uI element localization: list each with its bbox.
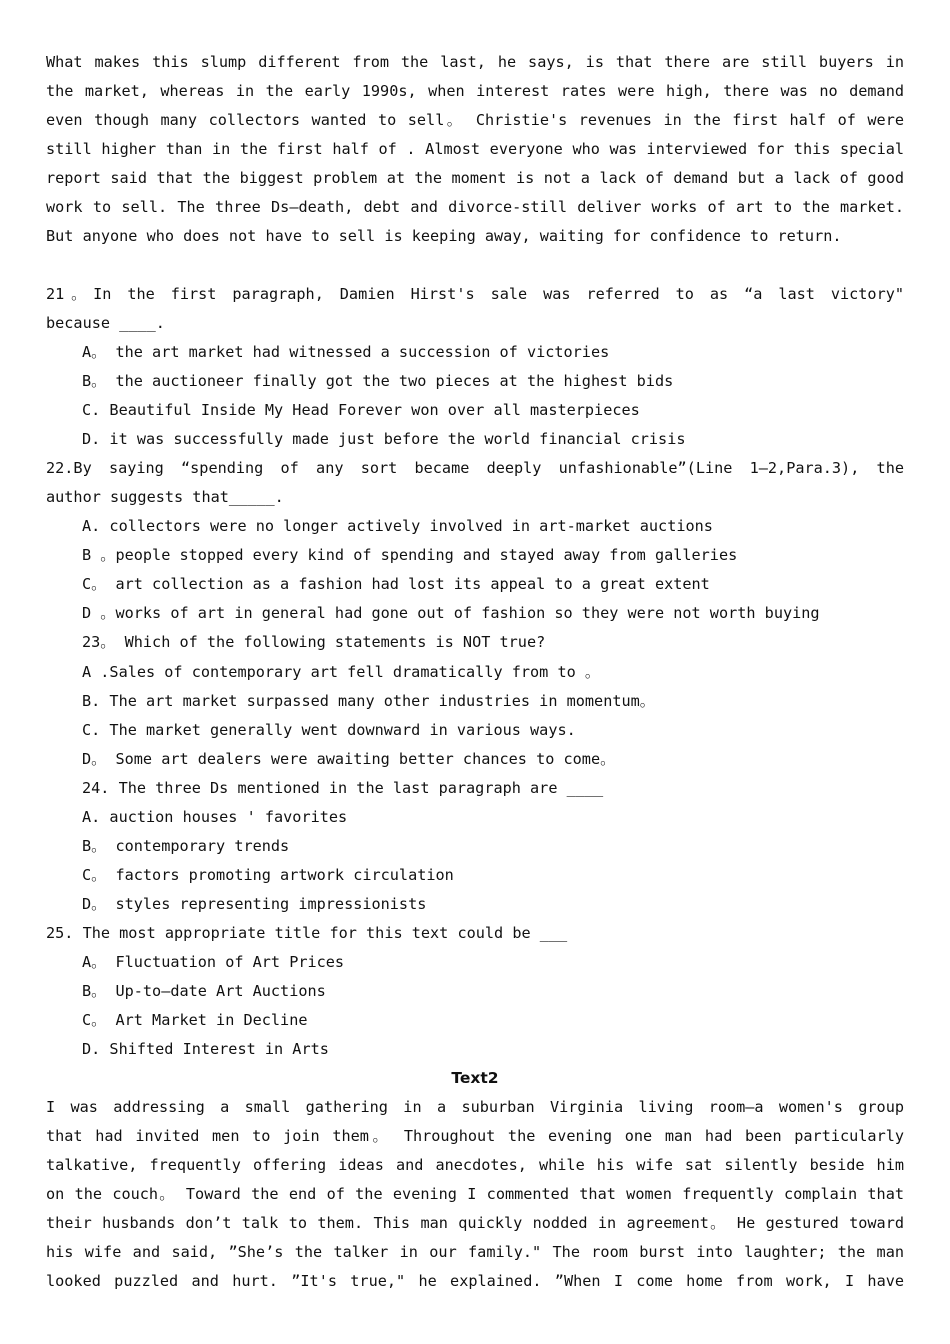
paragraph-line: the market, whereas in the early 1990s, when interest rates were high, there was no demand <box>46 82 904 100</box>
question-22-stem: 22.By saying “spending of any sort became deeply unfashionable”(Line 1—2,Para.3), the <box>46 459 904 477</box>
paragraph-line: But anyone who does not have to sell is keeping away, waiting for confidence to return. <box>46 227 842 245</box>
question-22-option-c: C。 art collection as a fashion had lost its appeal to a great extent <box>82 575 710 593</box>
question-25-option-a: A。 Fluctuation of Art Prices <box>82 953 345 971</box>
section-title: Text2 <box>451 1069 499 1087</box>
question-22-option-d: D 。works of art in general had gone out of fashion so they were not worth buying <box>82 604 820 622</box>
question-21-option-d: D. it was successfully made just before the world financial crisis <box>82 430 686 448</box>
question-22-stem-cont: author suggests that_____. <box>46 488 284 506</box>
paragraph-line: What makes this slump different from the last, he says, is that there are still buyers in <box>46 53 904 71</box>
question-21-stem: 21。In the first paragraph, Damien Hirst's sale was referred to as “a last victory" <box>46 285 904 303</box>
question-24-option-b: B。 contemporary trends <box>82 837 290 855</box>
paragraph-line: still higher than in the first half of . Almost everyone who was interviewed for this special <box>46 140 904 158</box>
question-24-option-a: A. auction houses ' favorites <box>82 808 348 826</box>
question-25-option-c: C。 Art Market in Decline <box>82 1011 308 1029</box>
question-22-option-a: A. collectors were no longer actively involved in art-market auctions <box>82 517 713 535</box>
text2-line: looked puzzled and hurt. ”It's true," he explained. ”When I come home from work, I have <box>46 1272 904 1290</box>
question-21-option-a: A。 the art market had witnessed a succession of victories <box>82 343 610 361</box>
question-24-option-d: D。 styles representing impressionists <box>82 895 427 913</box>
question-21-option-b: B。 the auctioneer finally got the two pieces at the highest bids <box>82 372 674 390</box>
text2-line: that had invited men to join them。 Throughout the evening one man had been particularly <box>46 1127 904 1145</box>
question-25-stem: 25. The most appropriate title for this text could be ___ <box>46 924 568 942</box>
question-23-option-b: B. The art market surpassed many other industries in momentum。 <box>82 692 655 710</box>
paragraph-line: work to sell. The three Ds—death, debt and divorce-still deliver works of art to the market. <box>46 198 904 216</box>
question-25-option-b: B。 Up-to—date Art Auctions <box>82 982 326 1000</box>
text2-line: I was addressing a small gathering in a suburban Virginia living room—a women's group <box>46 1098 904 1116</box>
paragraph-line: even though many collectors wanted to sell。 Christie's revenues in the first half of were <box>46 111 904 129</box>
text2-line: talkative, frequently offering ideas and anecdotes, while his wife sat silently beside him <box>46 1156 904 1174</box>
question-21-option-c: C. Beautiful Inside My Head Forever won over all masterpieces <box>82 401 640 419</box>
question-24-option-c: C。 factors promoting artwork circulation <box>82 866 454 884</box>
question-23-option-c: C. The market generally went downward in various ways. <box>82 721 576 739</box>
question-25-option-d: D. Shifted Interest in Arts <box>82 1040 329 1058</box>
paragraph-line: report said that the biggest problem at the moment is not a lack of demand but a lack of good <box>46 169 904 187</box>
question-23-option-a: A .Sales of contemporary art fell dramatically from to 。 <box>82 663 601 681</box>
question-22-option-b: B 。people stopped every kind of spending and stayed away from galleries <box>82 546 738 564</box>
text2-line: their husbands don’t talk to them. This man quickly nodded in agreement。 He gestured toward <box>46 1214 904 1232</box>
question-24-stem: 24. The three Ds mentioned in the last paragraph are ____ <box>82 779 604 797</box>
question-23-stem: 23。 Which of the following statements is NOT true? <box>82 633 546 651</box>
question-21-stem-cont: because ____. <box>46 314 165 332</box>
text2-line: on the couch。 Toward the end of the evening I commented that women frequently complain that <box>46 1185 904 1203</box>
question-23-option-d: D。 Some art dealers were awaiting better chances to come。 <box>82 750 616 768</box>
text2-line: his wife and said, ”She’s the talker in our family." The room burst into laughter; the man <box>46 1243 904 1261</box>
